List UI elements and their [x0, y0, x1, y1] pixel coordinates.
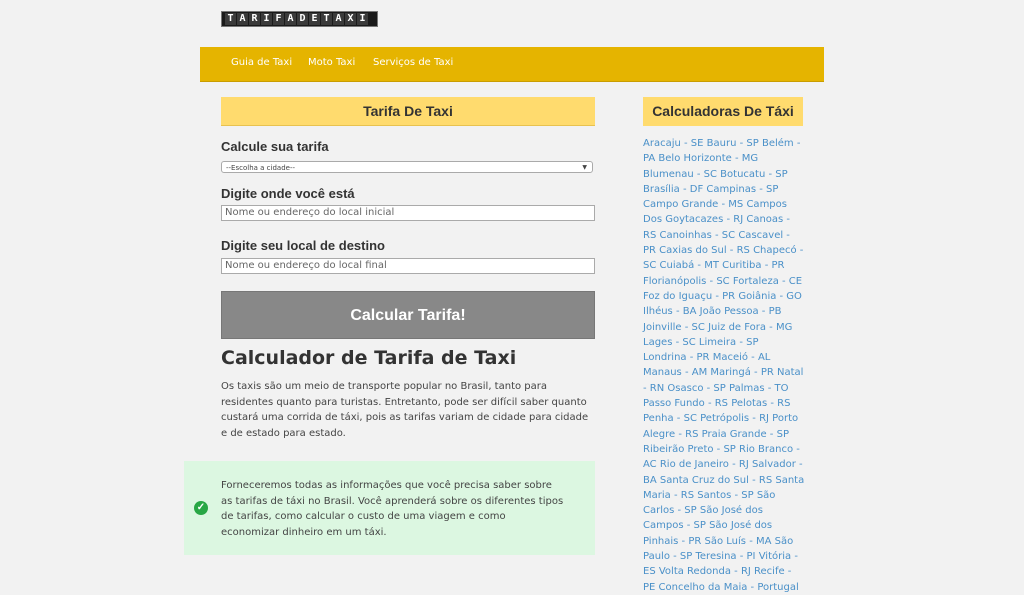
city-link[interactable]: Campo Grande - MS: [643, 199, 744, 211]
city-link[interactable]: Porto Alegre - RS: [643, 413, 799, 440]
main-nav: [200, 47, 824, 82]
city-link[interactable]: São Carlos - SP: [643, 489, 776, 517]
logo-letter: E: [309, 13, 320, 25]
city-link[interactable]: Palmas - TO: [728, 382, 789, 394]
info-text: Forneceremos todas as informações que você precisa saber sobre as tarifas de táxi no Brasil. Você aprenderá sobre os diferentes tipos de tarifas, como calcular o custo de uma viagem e como economizar dinheiro em um táxi.: [221, 480, 564, 538]
nav-moto-taxi[interactable]: Moto Taxi: [308, 57, 356, 68]
city-link[interactable]: Ilhéus - BA: [643, 306, 697, 318]
city-link[interactable]: Teresina - PI: [695, 551, 756, 563]
city-link[interactable]: Praia Grande - SP: [701, 428, 789, 440]
city-link[interactable]: Limeira - SP: [698, 336, 759, 348]
city-link[interactable]: Ribeirão Preto - SP: [643, 443, 736, 455]
intro-paragraph: Os taxis são um meio de transporte popular no Brasil, tanto para residentes quanto para turistas. Entretanto, pode ser difícil saber quanto custará uma corrida de táxi, pois as tarifas variam de cidade para cidade e de estado para estado.: [221, 381, 589, 439]
page-heading: Calculador de Tarifa de Taxi: [221, 347, 517, 369]
logo-letter: T: [321, 13, 332, 25]
city-link[interactable]: Fortaleza - CE: [732, 275, 803, 287]
city-link[interactable]: Cuiabá - MT: [659, 260, 719, 272]
logo-letter: X: [345, 13, 356, 25]
nav-guia-de-taxi[interactable]: Guia de Taxi: [231, 57, 293, 68]
city-link[interactable]: Petrópolis - RJ: [700, 413, 769, 425]
city-link[interactable]: Maceió - AL: [712, 352, 771, 364]
logo-letter: A: [285, 13, 296, 25]
city-select[interactable]: [221, 161, 593, 173]
city-link[interactable]: São Paulo - SP: [643, 535, 794, 563]
origin-label: Digite onde você está: [221, 186, 355, 201]
logo-letter: D: [297, 13, 308, 25]
city-list: [643, 136, 805, 595]
city-link[interactable]: Santos - SP: [697, 489, 754, 501]
city-link[interactable]: Salvador - BA: [643, 459, 803, 486]
city-link[interactable]: Santa Maria - RS: [643, 474, 805, 501]
logo-letter: T: [225, 13, 236, 25]
calculate-fare-button[interactable]: Calcular Tarifa!: [221, 291, 595, 339]
city-link[interactable]: São José dos Campos - SP: [643, 505, 763, 532]
city-link[interactable]: João Pessoa - PB: [699, 306, 782, 318]
logo-letter: I: [261, 13, 272, 25]
city-link[interactable]: Campos Dos Goytacazes - RJ: [643, 199, 787, 226]
logo-letter: R: [249, 13, 260, 25]
nav-servicos-de-taxi[interactable]: Serviços de Taxi: [373, 57, 454, 68]
destination-input[interactable]: Nome ou endereço do local final: [221, 258, 595, 274]
city-link[interactable]: Londrina - PR: [643, 352, 710, 364]
city-link[interactable]: Belém - PA: [643, 138, 801, 165]
city-link[interactable]: Rio Branco - AC: [643, 443, 800, 471]
city-link[interactable]: Bauru - SP: [706, 138, 759, 149]
city-link[interactable]: Recife - PE: [643, 566, 792, 593]
city-link[interactable]: Maringá - PR: [710, 367, 774, 379]
city-link[interactable]: Botucatu - SP: [720, 168, 788, 180]
city-link[interactable]: Joinville - SC: [643, 321, 705, 333]
city-link[interactable]: Blumenau - SC: [643, 168, 717, 180]
city-link[interactable]: Belo Horizonte - MG: [658, 153, 759, 165]
city-link[interactable]: Campinas - SP: [706, 183, 779, 195]
city-link[interactable]: Volta Redonda - RJ: [658, 566, 751, 578]
city-link[interactable]: Penha - SC: [643, 413, 697, 425]
form-title: Tarifa De Taxi: [221, 97, 595, 126]
city-link[interactable]: Goiânia - GO: [738, 290, 802, 302]
fare-form: [221, 97, 595, 441]
city-link[interactable]: Vitória - ES: [643, 551, 798, 578]
city-link[interactable]: Rio de Janeiro - RJ: [659, 459, 749, 471]
logo-letter: F: [273, 13, 284, 25]
city-link[interactable]: São José dos Pinhais - PR: [643, 520, 773, 547]
city-link[interactable]: Caxias do Sul - RS: [659, 245, 750, 257]
check-circle-icon: ✓: [194, 501, 208, 515]
logo-letter: A: [333, 13, 344, 25]
info-callout: [184, 461, 595, 555]
chevron-down-icon: ▼: [582, 164, 587, 171]
logo-letter: A: [237, 13, 248, 25]
city-link[interactable]: Florianópolis - SC: [643, 275, 730, 287]
city-link[interactable]: Santa Cruz do Sul - RS: [659, 474, 773, 486]
sidebar-title: Calculadoras De Táxi: [643, 97, 803, 126]
city-link[interactable]: Lages - SC: [643, 336, 696, 348]
city-link[interactable]: Chapecó - SC: [643, 245, 804, 272]
city-link[interactable]: Manaus - AM: [643, 367, 708, 379]
city-link[interactable]: Curitiba - PR: [722, 260, 785, 272]
city-link[interactable]: Canoinhas - SC: [659, 229, 736, 241]
destination-label: Digite seu local de destino: [221, 238, 385, 253]
origin-input[interactable]: Nome ou endereço do local inicial: [221, 205, 595, 221]
city-link[interactable]: Foz do Iguaçu - PR: [643, 290, 736, 302]
city-select-value: --Escolha a cidade--: [226, 164, 295, 172]
city-link[interactable]: Concelho da Maia - Portugal: [658, 581, 799, 593]
city-link[interactable]: Osasco - SP: [667, 382, 726, 394]
city-link[interactable]: Juiz de Fora - MG: [708, 321, 793, 333]
city-link[interactable]: Aracaju - SE: [643, 138, 704, 149]
logo-letter: I: [357, 13, 368, 25]
city-link[interactable]: Pelotas - RS: [731, 398, 791, 410]
city-link[interactable]: Canoas - RS: [643, 214, 791, 241]
city-link[interactable]: Cascavel - PR: [643, 229, 790, 257]
city-link[interactable]: Natal - RN: [643, 367, 804, 394]
calc-label: Calcule sua tarifa: [221, 139, 329, 154]
site-logo[interactable]: [221, 11, 378, 27]
city-link[interactable]: Brasília - DF: [643, 183, 704, 195]
city-link[interactable]: Passo Fundo - RS: [643, 398, 729, 410]
city-link[interactable]: São Luís - MA: [704, 535, 772, 547]
